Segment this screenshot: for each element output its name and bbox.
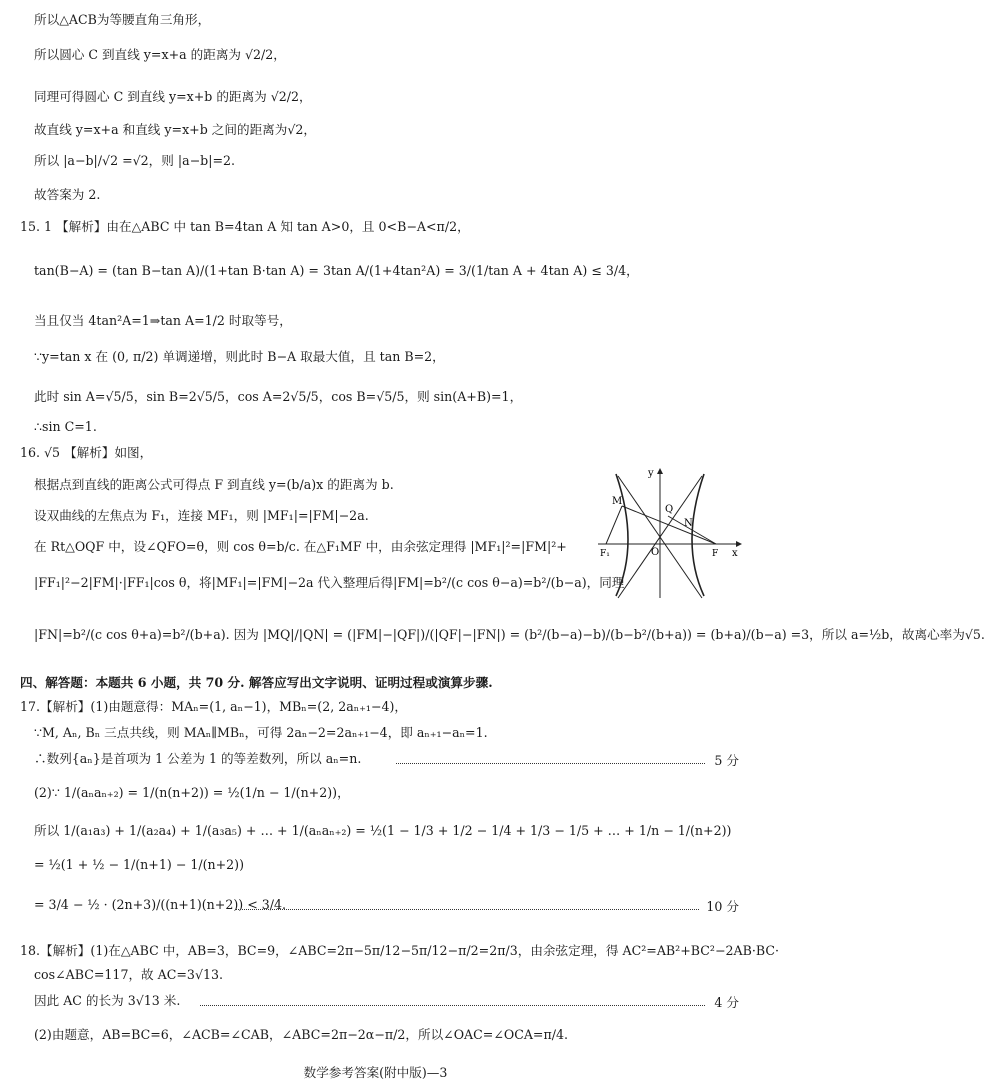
text-line: |FN|=b²/(c cos θ+a)=b²/(b+a). 因为 |MQ|/|QN| = (|FM|−|QF|)/(|QF|−|FN|) = (b²/(b−a)−b)/(b−b²/(b+a)) = (b+a)/(b−a) =3，所以 a=½b，故离心率为√5. xyxy=(34,627,985,642)
page-footer: 数学参考答案(附中版)—3 xyxy=(303,1065,448,1080)
score-label: 4 分 xyxy=(714,995,739,1010)
score-label: 5 分 xyxy=(714,753,739,768)
text-line: tan(B−A) = (tan B−tan A)/(1+tan B·tan A) = 3tan A/(1+4tan²A) = 3/(1/tan A + 4tan A) ≤ 3/4， xyxy=(34,263,639,278)
text-line: 所以圆心 C 到直线 y=x+a 的距离为 √2/2， xyxy=(34,47,286,62)
text-line: ∴数列{aₙ}是首项为 1 公差为 1 的等差数列，所以 aₙ=n. xyxy=(34,751,362,766)
label-n: N xyxy=(684,518,693,529)
dotted-leader xyxy=(236,909,699,910)
problem-16-heading: 16. √5 【解析】如图， xyxy=(20,445,153,460)
problem-15-heading: 15. 1 【解析】由在△ABC 中 tan B=4tan A 知 tan A>0，且 0<B−A<π/2， xyxy=(20,219,470,234)
text-line: cos∠ABC=117，故 AC=3√13. xyxy=(34,967,223,982)
text-line: 同理可得圆心 C 到直线 y=x+b 的距离为 √2/2， xyxy=(34,89,312,104)
label-f: F xyxy=(712,549,719,559)
text-line: 设双曲线的左焦点为 F₁，连接 MF₁，则 |MF₁|=|FM|−2a. xyxy=(34,508,369,523)
text-line: 因此 AC 的长为 3√13 米. xyxy=(34,993,181,1008)
text-line: 根据点到直线的距离公式可得点 F 到直线 y=(b/a)x 的距离为 b. xyxy=(34,477,394,492)
text-line: |FF₁|²−2|FM|·|FF₁|cos θ，将|MF₁|=|FM|−2a 代入整理后得|FM|=b²/(c cos θ−a)=b²/(b−a)，同理 xyxy=(34,575,625,590)
x-axis-arrow xyxy=(736,541,742,547)
text-line: 故直线 y=x+a 和直线 y=x+b 之间的距离为√2， xyxy=(34,122,316,137)
text-line: ∴sin C=1. xyxy=(34,419,97,434)
problem-18-heading: 18.【解析】(1)在△ABC 中，AB=3，BC=9，∠ABC=2π−5π/12−5π/12−π/2=2π/3，由余弦定理，得 AC²=AB²+BC²−2AB·BC· xyxy=(20,943,779,958)
text-line: 所以△ACB为等腰直角三角形， xyxy=(34,12,211,27)
text-line: 此时 sin A=√5/5，sin B=2√5/5，cos A=2√5/5，cos B=√5/5，则 sin(A+B)=1， xyxy=(34,389,523,404)
dotted-leader xyxy=(396,763,705,764)
label-y: y xyxy=(648,468,654,479)
section-heading: 四、解答题：本题共 6 小题，共 70 分. 解答应写出文字说明、证明过程或演算步骤. xyxy=(20,675,493,690)
text-line: ∵y=tan x 在 (0, π/2) 单调递增，则此时 B−A 取最大值，且 tan B=2， xyxy=(34,349,445,364)
hyperbola-figure xyxy=(596,466,742,600)
text-line: (2)由题意，AB=BC=6，∠ACB=∠CAB，∠ABC=2π−2α−π/2，所以∠OAC=∠OCA=π/4. xyxy=(34,1027,569,1042)
label-q: Q xyxy=(665,504,674,515)
text-line: ∵M, Aₙ, Bₙ 三点共线，则 MAₙ∥MBₙ，可得 2aₙ−2=2aₙ₊₁−4，即 aₙ₊₁−aₙ=1. xyxy=(34,725,488,740)
text-line: 所以 1/(a₁a₃) + 1/(a₂a₄) + 1/(a₃a₅) + … + 1/(aₙaₙ₊₂) = ½(1 − 1/3 + 1/2 − 1/4 + 1/3 − 1/5 + … + 1/n − 1/(n+2)) xyxy=(34,823,732,838)
text-line: = 3/4 − ½ · (2n+3)/((n+1)(n+2)) < 3/4. xyxy=(34,897,287,912)
text-line: = ½(1 + ½ − 1/(n+1) − 1/(n+2)) xyxy=(34,857,244,872)
label-m: M xyxy=(612,496,623,507)
y-axis-arrow xyxy=(657,468,663,474)
text-line: 故答案为 2. xyxy=(34,187,101,202)
segment-mf1 xyxy=(606,506,622,544)
text-line: 当且仅当 4tan²A=1⇒tan A=1/2 时取等号， xyxy=(34,313,292,328)
label-f1: F₁ xyxy=(600,549,610,559)
score-label: 10 分 xyxy=(706,899,739,914)
label-x: x xyxy=(732,548,738,559)
problem-17-heading: 17.【解析】(1)由题意得：MAₙ=(1, aₙ−1)，MBₙ=(2, 2aₙ₊₁−4)， xyxy=(20,699,407,714)
dotted-leader xyxy=(200,1005,705,1006)
text-line: 在 Rt△OQF 中，设∠QFO=θ，则 cos θ=b/c. 在△F₁MF 中，由余弦定理得 |MF₁|²=|FM|²+ xyxy=(34,539,567,554)
label-origin: O xyxy=(651,547,660,558)
text-line: (2)∵ 1/(aₙaₙ₊₂) = 1/(n(n+2)) = ½(1/n − 1/(n+2))， xyxy=(34,785,350,800)
hyperbola-left-branch xyxy=(616,474,628,596)
text-line: 所以 |a−b|/√2 =√2，则 |a−b|=2. xyxy=(34,153,236,168)
